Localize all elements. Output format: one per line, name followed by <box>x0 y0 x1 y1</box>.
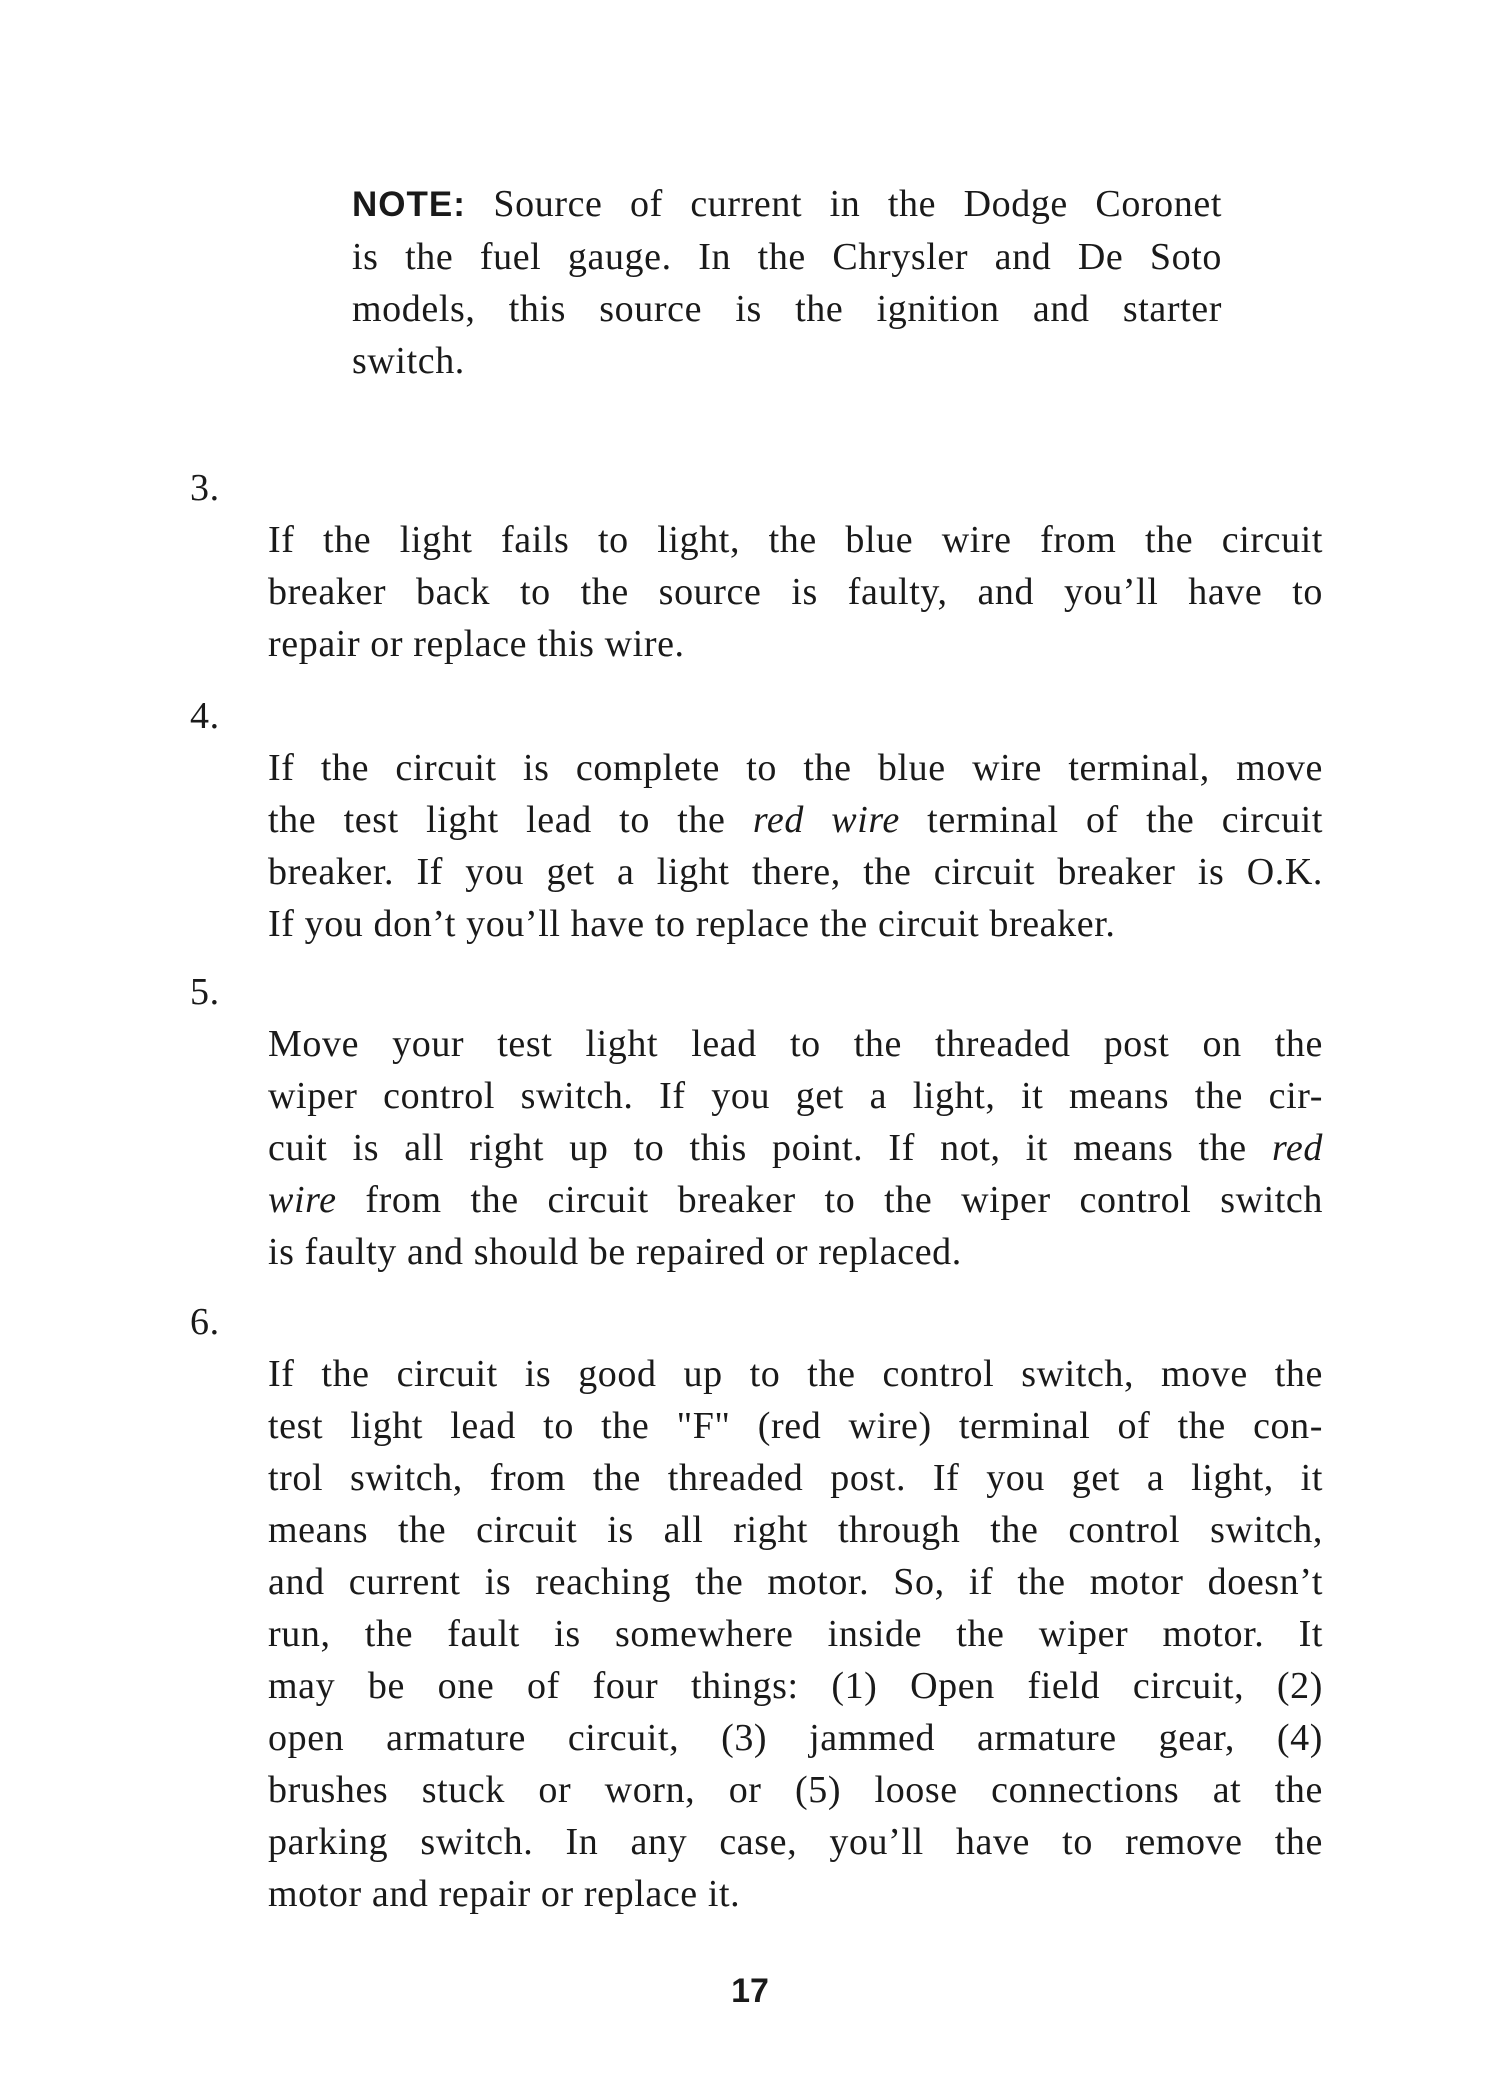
text-run: the test light lead to the <box>268 799 753 841</box>
item-line <box>268 794 1323 846</box>
note-line: Source of current in the Dodge Coronet <box>465 183 1222 225</box>
item-line <box>268 1122 1323 1174</box>
note-line: is the fuel gauge. In the Chrysler and De Soto <box>352 236 1222 278</box>
item-line: and current is reaching the motor. So, if the motor doesn’t <box>268 1561 1323 1603</box>
list-item-4: 4. If the circuit is complete to the blue wire terminal, move the test light lead to the red wire terminal of the circuit breaker. If you get a light there, the circuit breaker is O.K. If you don’t you’ll have to replace the circuit breaker. <box>268 690 1323 950</box>
emphasis-red-wire: red wire <box>752 799 900 841</box>
item-line: If you don’t you’ll have to replace the circuit breaker. <box>268 903 1116 945</box>
item-line: repair or replace this wire. <box>268 623 685 665</box>
emphasis-wire: wire <box>268 1179 337 1221</box>
list-item-6: 6. If the circuit is good up to the control switch, move the test light lead to the "F" (red wire) terminal of the con- trol switch, from the threaded post. If you get a light, it means the circuit is all right through the control switch, and current is reaching the motor. So, if the motor doesn’t run, the fault is somewhere inside the wiper motor. It may be one of four things: (1) Open field circuit, (2) open armature circuit, (3) jammed armature gear, (4) brushes stuck or worn, or (5) loose connections at the parking switch. In any case, you’ll have to remove the motor and repair or replace it. <box>268 1296 1323 1920</box>
item-line: test light lead to the "F" (red wire) terminal of the con- <box>268 1405 1323 1447</box>
item-line: open armature circuit, (3) jammed armature gear, (4) <box>268 1717 1323 1759</box>
item-line: If the circuit is complete to the blue wire terminal, move <box>268 747 1323 789</box>
item-line: brushes stuck or worn, or (5) loose connections at the <box>268 1769 1323 1811</box>
note-paragraph <box>352 178 1222 387</box>
text-run: terminal of the circuit <box>899 799 1323 841</box>
item-line: Move your test light lead to the threaded post on the <box>268 1023 1323 1065</box>
note-label: NOTE: <box>352 185 466 224</box>
item-line: run, the fault is somewhere inside the wiper motor. It <box>268 1613 1323 1655</box>
item-line: means the circuit is all right through the control switch, <box>268 1509 1323 1551</box>
page-number: 17 <box>731 1972 769 2010</box>
note-line: models, this source is the ignition and starter <box>352 288 1222 330</box>
emphasis-red: red <box>1271 1127 1323 1169</box>
item-line: motor and repair or replace it. <box>268 1873 741 1915</box>
list-item-5: 5. Move your test light lead to the threaded post on the wiper control switch. If you get a light, it means the cir- cuit is all right up to this point. If not, it means the red wire from the circuit breaker to the wiper control switch is faulty and should be repaired or replaced. <box>268 966 1323 1278</box>
item-line: breaker back to the source is faulty, and you’ll have to <box>268 571 1323 613</box>
item-line: breaker. If you get a light there, the circuit breaker is O.K. <box>268 851 1323 893</box>
item-line: wiper control switch. If you get a light, it means the cir- <box>268 1075 1323 1117</box>
item-line: may be one of four things: (1) Open field circuit, (2) <box>268 1665 1323 1707</box>
item-line: If the light fails to light, the blue wire from the circuit <box>268 519 1323 561</box>
list-item-3: 3. If the light fails to light, the blue wire from the circuit breaker back to the source is faulty, and you’ll have to repair or replace this wire. <box>268 462 1323 670</box>
item-line <box>268 1174 1323 1226</box>
item-line: If the circuit is good up to the control switch, move the <box>268 1353 1323 1395</box>
note-line: switch. <box>352 340 465 382</box>
item-line: is faulty and should be repaired or replaced. <box>268 1231 962 1273</box>
text-run: cuit is all right up to this point. If not, it means the <box>268 1127 1272 1169</box>
item-line: trol switch, from the threaded post. If you get a light, it <box>268 1457 1323 1499</box>
item-line: parking switch. In any case, you’ll have to remove the <box>268 1821 1323 1863</box>
text-run: from the circuit breaker to the wiper control switch <box>336 1179 1323 1221</box>
